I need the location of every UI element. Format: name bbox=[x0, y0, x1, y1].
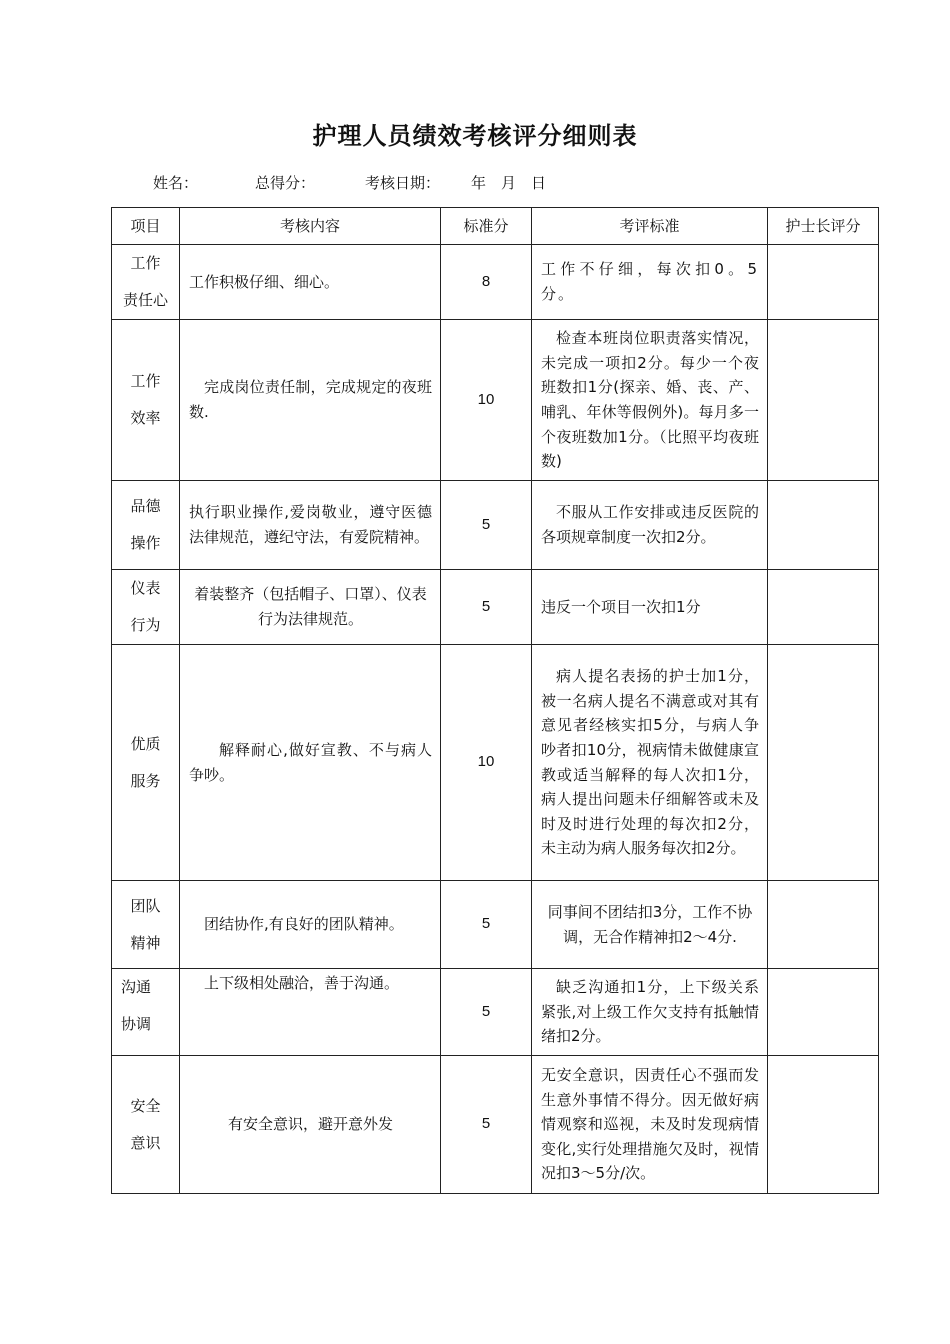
row-criteria: 不服从工作安排或违反医院的各项规章制度一次扣2分。 bbox=[532, 481, 768, 570]
table-row bbox=[112, 645, 879, 881]
date-label: 考核日期： bbox=[365, 174, 441, 192]
row-content: 团结协作,有良好的团队精神。 bbox=[180, 881, 441, 969]
header-item: 项目 bbox=[112, 208, 180, 245]
evaluation-table bbox=[111, 207, 879, 1194]
row-content: 执行职业操作,爱岗敬业，遵守医德法律规范，遵纪守法，有爱院精神。 bbox=[180, 481, 441, 570]
page-title: 护理人员绩效考核评分细则表 bbox=[312, 122, 638, 150]
header-standard-score: 标准分 bbox=[441, 208, 532, 245]
row-criteria: 无安全意识，因责任心不强而发生意外事情不得分。因无做好病情观察和巡视，未及时发现病情变化,实行处理措施欠及时，视情况扣3～5分/次。 bbox=[532, 1056, 768, 1194]
row-nurse-score[interactable] bbox=[768, 1056, 879, 1194]
row-content: 有安全意识，避开意外发 bbox=[180, 1056, 441, 1194]
table-header-row bbox=[112, 208, 879, 245]
table-row bbox=[112, 245, 879, 320]
row-nurse-score[interactable] bbox=[768, 881, 879, 969]
table-row bbox=[112, 481, 879, 570]
header-head-nurse-score: 护士长评分 bbox=[768, 208, 879, 245]
table-row bbox=[112, 1056, 879, 1194]
total-score-label: 总得分： bbox=[255, 174, 316, 192]
row-score: 5 bbox=[441, 881, 532, 969]
table-row bbox=[112, 320, 879, 481]
row-nurse-score[interactable] bbox=[768, 570, 879, 645]
date-value: 年 月 日 bbox=[471, 174, 547, 192]
row-content: 上下级相处融洽，善于沟通。 bbox=[180, 969, 441, 1056]
row-nurse-score[interactable] bbox=[768, 245, 879, 320]
row-criteria: 违反一个项目一次扣1分 bbox=[532, 570, 768, 645]
row-content: 着装整齐（包括帽子、口罩）、仪表行为法律规范。 bbox=[180, 570, 441, 645]
row-score: 10 bbox=[441, 645, 532, 881]
row-item: 优质 服务 bbox=[112, 645, 180, 881]
row-score: 5 bbox=[441, 1056, 532, 1194]
row-item: 品德 操作 bbox=[112, 481, 180, 570]
row-nurse-score[interactable] bbox=[768, 481, 879, 570]
row-score: 8 bbox=[441, 245, 532, 320]
row-item: 沟通 协调 bbox=[112, 969, 180, 1056]
row-score: 5 bbox=[441, 969, 532, 1056]
table-row bbox=[112, 969, 879, 1056]
table-row bbox=[112, 881, 879, 969]
row-criteria: 工作不仔细，每次扣0。5分。 bbox=[532, 245, 768, 320]
row-item: 工作 效率 bbox=[112, 320, 180, 481]
row-content: 解释耐心,做好宣教、不与病人争吵。 bbox=[180, 645, 441, 881]
row-score: 5 bbox=[441, 481, 532, 570]
row-nurse-score[interactable] bbox=[768, 320, 879, 481]
row-criteria: 检查本班岗位职责落实情况，未完成一项扣2分。每少一个夜班数扣1分(探亲、婚、丧、产、哺乳、年休等假例外)。每月多一个夜班数加1分。（比照平均夜班数) bbox=[532, 320, 768, 481]
row-criteria: 病人提名表扬的护士加1分，被一名病人提名不满意或对其有意见者经核实扣5分，与病人争吵者扣10分，视病情未做健康宣教或适当解释的每人次扣1分，病人提出问题未仔细解答或未及时及时进行处理的每次扣2分，未主动为病人服务每次扣2分。 bbox=[532, 645, 768, 881]
row-criteria: 缺乏沟通扣1分，上下级关系紧张,对上级工作欠支持有抵触情绪扣2分。 bbox=[532, 969, 768, 1056]
row-content: 完成岗位责任制，完成规定的夜班数. bbox=[180, 320, 441, 481]
row-item: 仪表 行为 bbox=[112, 570, 180, 645]
row-nurse-score[interactable] bbox=[768, 645, 879, 881]
row-content: 工作积极仔细、细心。 bbox=[180, 245, 441, 320]
row-item: 安全 意识 bbox=[112, 1056, 180, 1194]
table-row bbox=[112, 570, 879, 645]
header-content: 考核内容 bbox=[180, 208, 441, 245]
row-nurse-score[interactable] bbox=[768, 969, 879, 1056]
row-score: 10 bbox=[441, 320, 532, 481]
row-item: 团队 精神 bbox=[112, 881, 180, 969]
row-criteria: 同事间不团结扣3分，工作不协调，无合作精神扣2～4分. bbox=[532, 881, 768, 969]
row-score: 5 bbox=[441, 570, 532, 645]
row-item: 工作 责任心 bbox=[112, 245, 180, 320]
header-criteria: 考评标准 bbox=[532, 208, 768, 245]
name-label: 姓名： bbox=[153, 174, 199, 192]
